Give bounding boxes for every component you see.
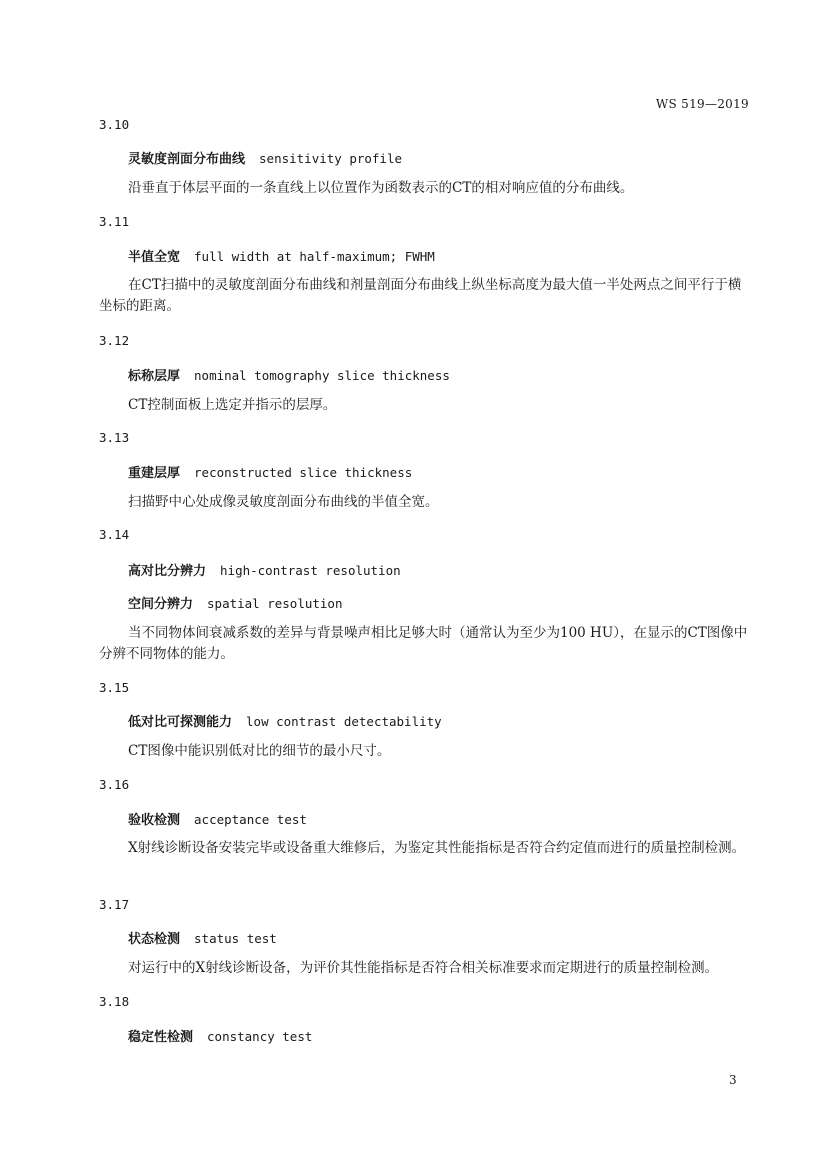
definition-3-10: 沿垂直于体层平面的一条直线上以位置作为函数表示的CT的相对响应值的分布曲线。 bbox=[128, 180, 634, 196]
term-zh: 验收检测 bbox=[128, 813, 181, 828]
entry-number-3-16: 3.16 bbox=[99, 777, 130, 792]
definition-3-13: 扫描野中心处成像灵敏度剖面分布曲线的半值全宽。 bbox=[128, 494, 439, 510]
term-zh: 重建层厚 bbox=[128, 466, 181, 481]
term-3-11 bbox=[128, 246, 435, 265]
entry-number-3-15: 3.15 bbox=[99, 680, 130, 695]
term-zh: 标称层厚 bbox=[128, 369, 181, 384]
term-zh: 半值全宽 bbox=[128, 250, 181, 265]
entry-number-3-14: 3.14 bbox=[99, 527, 130, 542]
term-zh: 低对比可探测能力 bbox=[128, 715, 233, 730]
term-en: spatial resolution bbox=[207, 596, 343, 611]
term-en: low contrast detectability bbox=[246, 714, 442, 729]
term-en: full width at half-maximum; FWHM bbox=[194, 249, 435, 264]
term-3-14 bbox=[128, 560, 401, 579]
term-zh: 空间分辨力 bbox=[128, 597, 194, 612]
definition-3-12: CT控制面板上选定并指示的层厚。 bbox=[128, 397, 337, 413]
term-en: constancy test bbox=[207, 1029, 313, 1044]
entry-number-3-10: 3.10 bbox=[99, 117, 130, 132]
definition-3-17: 对运行中的X射线诊断设备，为评价其性能指标是否符合相关标准要求而定期进行的质量控制检测。 bbox=[128, 960, 719, 976]
page-number: 3 bbox=[729, 1073, 737, 1087]
term-3-13 bbox=[128, 462, 412, 481]
term-en: status test bbox=[194, 931, 277, 946]
term-3-12 bbox=[128, 365, 450, 384]
term-3-18 bbox=[128, 1026, 312, 1045]
definition-3-15: CT图像中能识别低对比的细节的最小尺寸。 bbox=[128, 743, 391, 759]
entry-number-3-17: 3.17 bbox=[99, 897, 130, 912]
entry-number-3-18: 3.18 bbox=[99, 994, 130, 1009]
term-3-15 bbox=[128, 711, 442, 730]
term-zh: 灵敏度剖面分布曲线 bbox=[128, 152, 246, 167]
term-zh: 稳定性检测 bbox=[128, 1030, 194, 1045]
definition-3-11: 在CT扫描中的灵敏度剖面分布曲线和剂量剖面分布曲线上纵坐标高度为最大值一半处两点之间平行于横坐标的距离。 bbox=[99, 277, 742, 314]
definition-3-14: 当不同物体间衰减系数的差异与背景噪声相比足够大时（通常认为至少为100 HU），在显示的CT图像中分辨不同物体的能力。 bbox=[99, 625, 748, 662]
term-3-10 bbox=[128, 148, 402, 167]
term-en: sensitivity profile bbox=[259, 151, 403, 166]
term-3-16 bbox=[128, 809, 307, 828]
standard-code: WS 519—2019 bbox=[655, 97, 749, 111]
term-3-17 bbox=[128, 928, 277, 947]
term-en: nominal tomography slice thickness bbox=[194, 368, 450, 383]
term-3-14-alt bbox=[128, 593, 342, 612]
entry-number-3-12: 3.12 bbox=[99, 333, 130, 348]
entry-number-3-13: 3.13 bbox=[99, 430, 130, 445]
definition-3-16: X射线诊断设备安装完毕或设备重大维修后，为鉴定其性能指标是否符合约定值而进行的质量控制检测。 bbox=[128, 840, 746, 856]
entry-number-3-11: 3.11 bbox=[99, 214, 130, 229]
term-zh: 高对比分辨力 bbox=[128, 564, 207, 579]
term-zh: 状态检测 bbox=[128, 932, 181, 947]
term-en: high-contrast resolution bbox=[220, 563, 401, 578]
term-en: reconstructed slice thickness bbox=[194, 465, 413, 480]
term-en: acceptance test bbox=[194, 812, 307, 827]
